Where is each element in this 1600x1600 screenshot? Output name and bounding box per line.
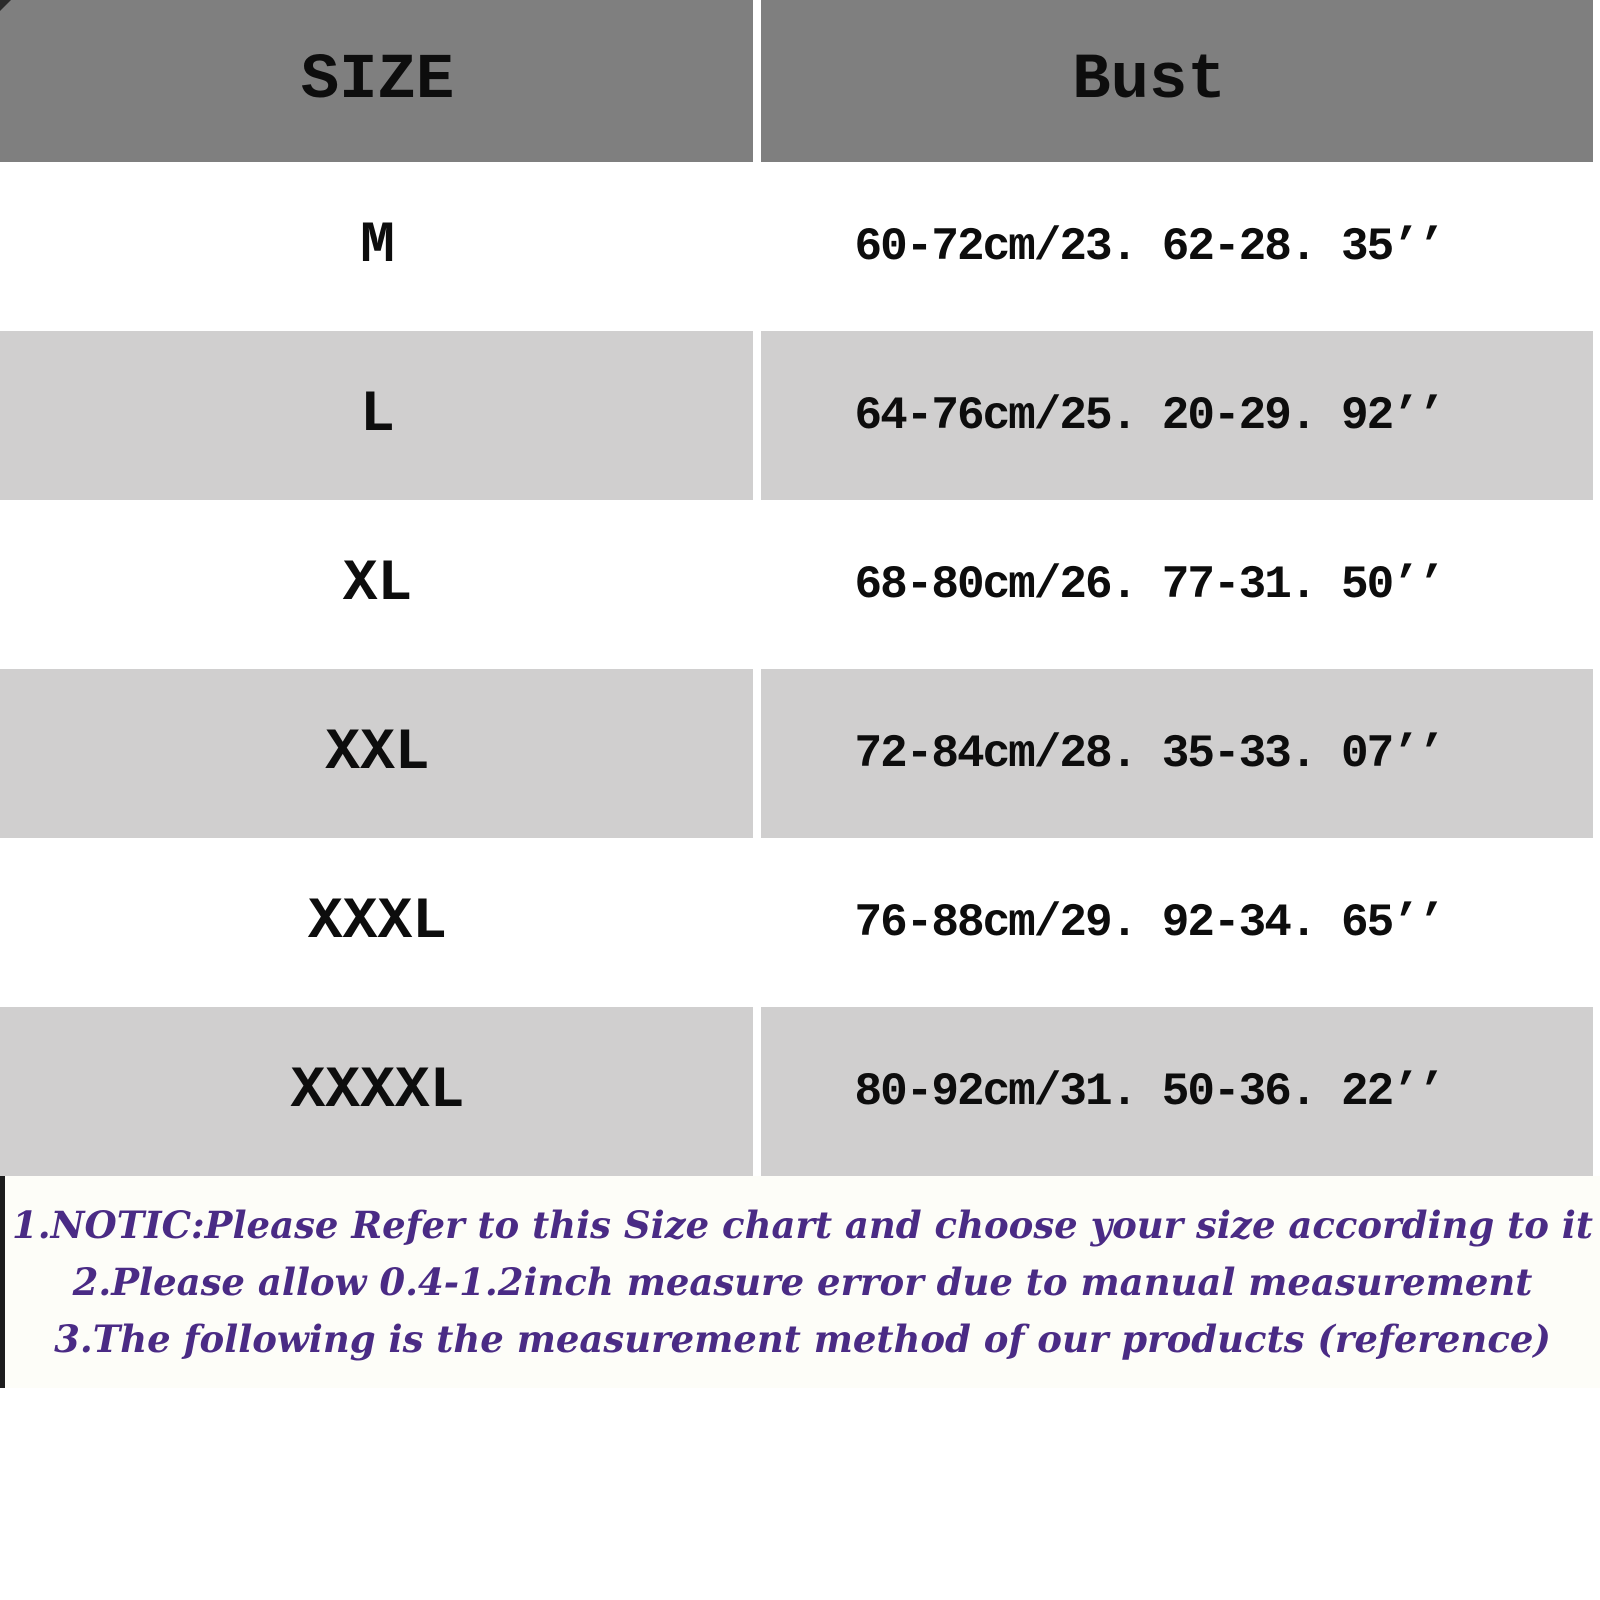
bust-cell: 72-84cm/28. 35-33. 07’’: [854, 727, 1444, 780]
table-header-row: [0, 0, 1593, 162]
notes-panel: [0, 1176, 1600, 1388]
note-line: 1.NOTIC:Please Refer to this Size chart and choose your size according to it: [12, 1202, 1593, 1247]
note-line: 3.The following is the measurement method of our products (reference): [54, 1316, 1551, 1361]
bust-cell: 76-88cm/29. 92-34. 65’’: [854, 896, 1444, 949]
size-cell: XXL: [325, 721, 430, 786]
bust-cell: 68-80cm/26. 77-31. 50’’: [854, 558, 1444, 611]
table-row: [0, 162, 1593, 331]
column-divider: [753, 0, 761, 1176]
corner-artifact: [0, 0, 11, 11]
size-cell: XXXL: [307, 890, 448, 955]
size-cell: XXXXL: [290, 1059, 465, 1124]
size-cell: M: [360, 214, 395, 279]
header-cell-size: SIZE: [300, 45, 455, 117]
bust-cell: 80-92cm/31. 50-36. 22’’: [854, 1065, 1444, 1118]
size-cell: L: [360, 383, 395, 448]
note-line: 2.Please allow 0.4-1.2inch measure error due to manual measurement: [72, 1259, 1533, 1304]
table-row: [0, 500, 1593, 669]
size-cell: XL: [342, 552, 413, 617]
bust-cell: 60-72cm/23. 62-28. 35’’: [854, 220, 1444, 273]
table-row: [0, 669, 1593, 838]
table-row: [0, 331, 1593, 500]
table-row: [0, 1007, 1593, 1176]
header-cell-bust: Bust: [1072, 45, 1226, 117]
bust-cell: 64-76cm/25. 20-29. 92’’: [854, 389, 1444, 442]
table-row: [0, 838, 1593, 1007]
